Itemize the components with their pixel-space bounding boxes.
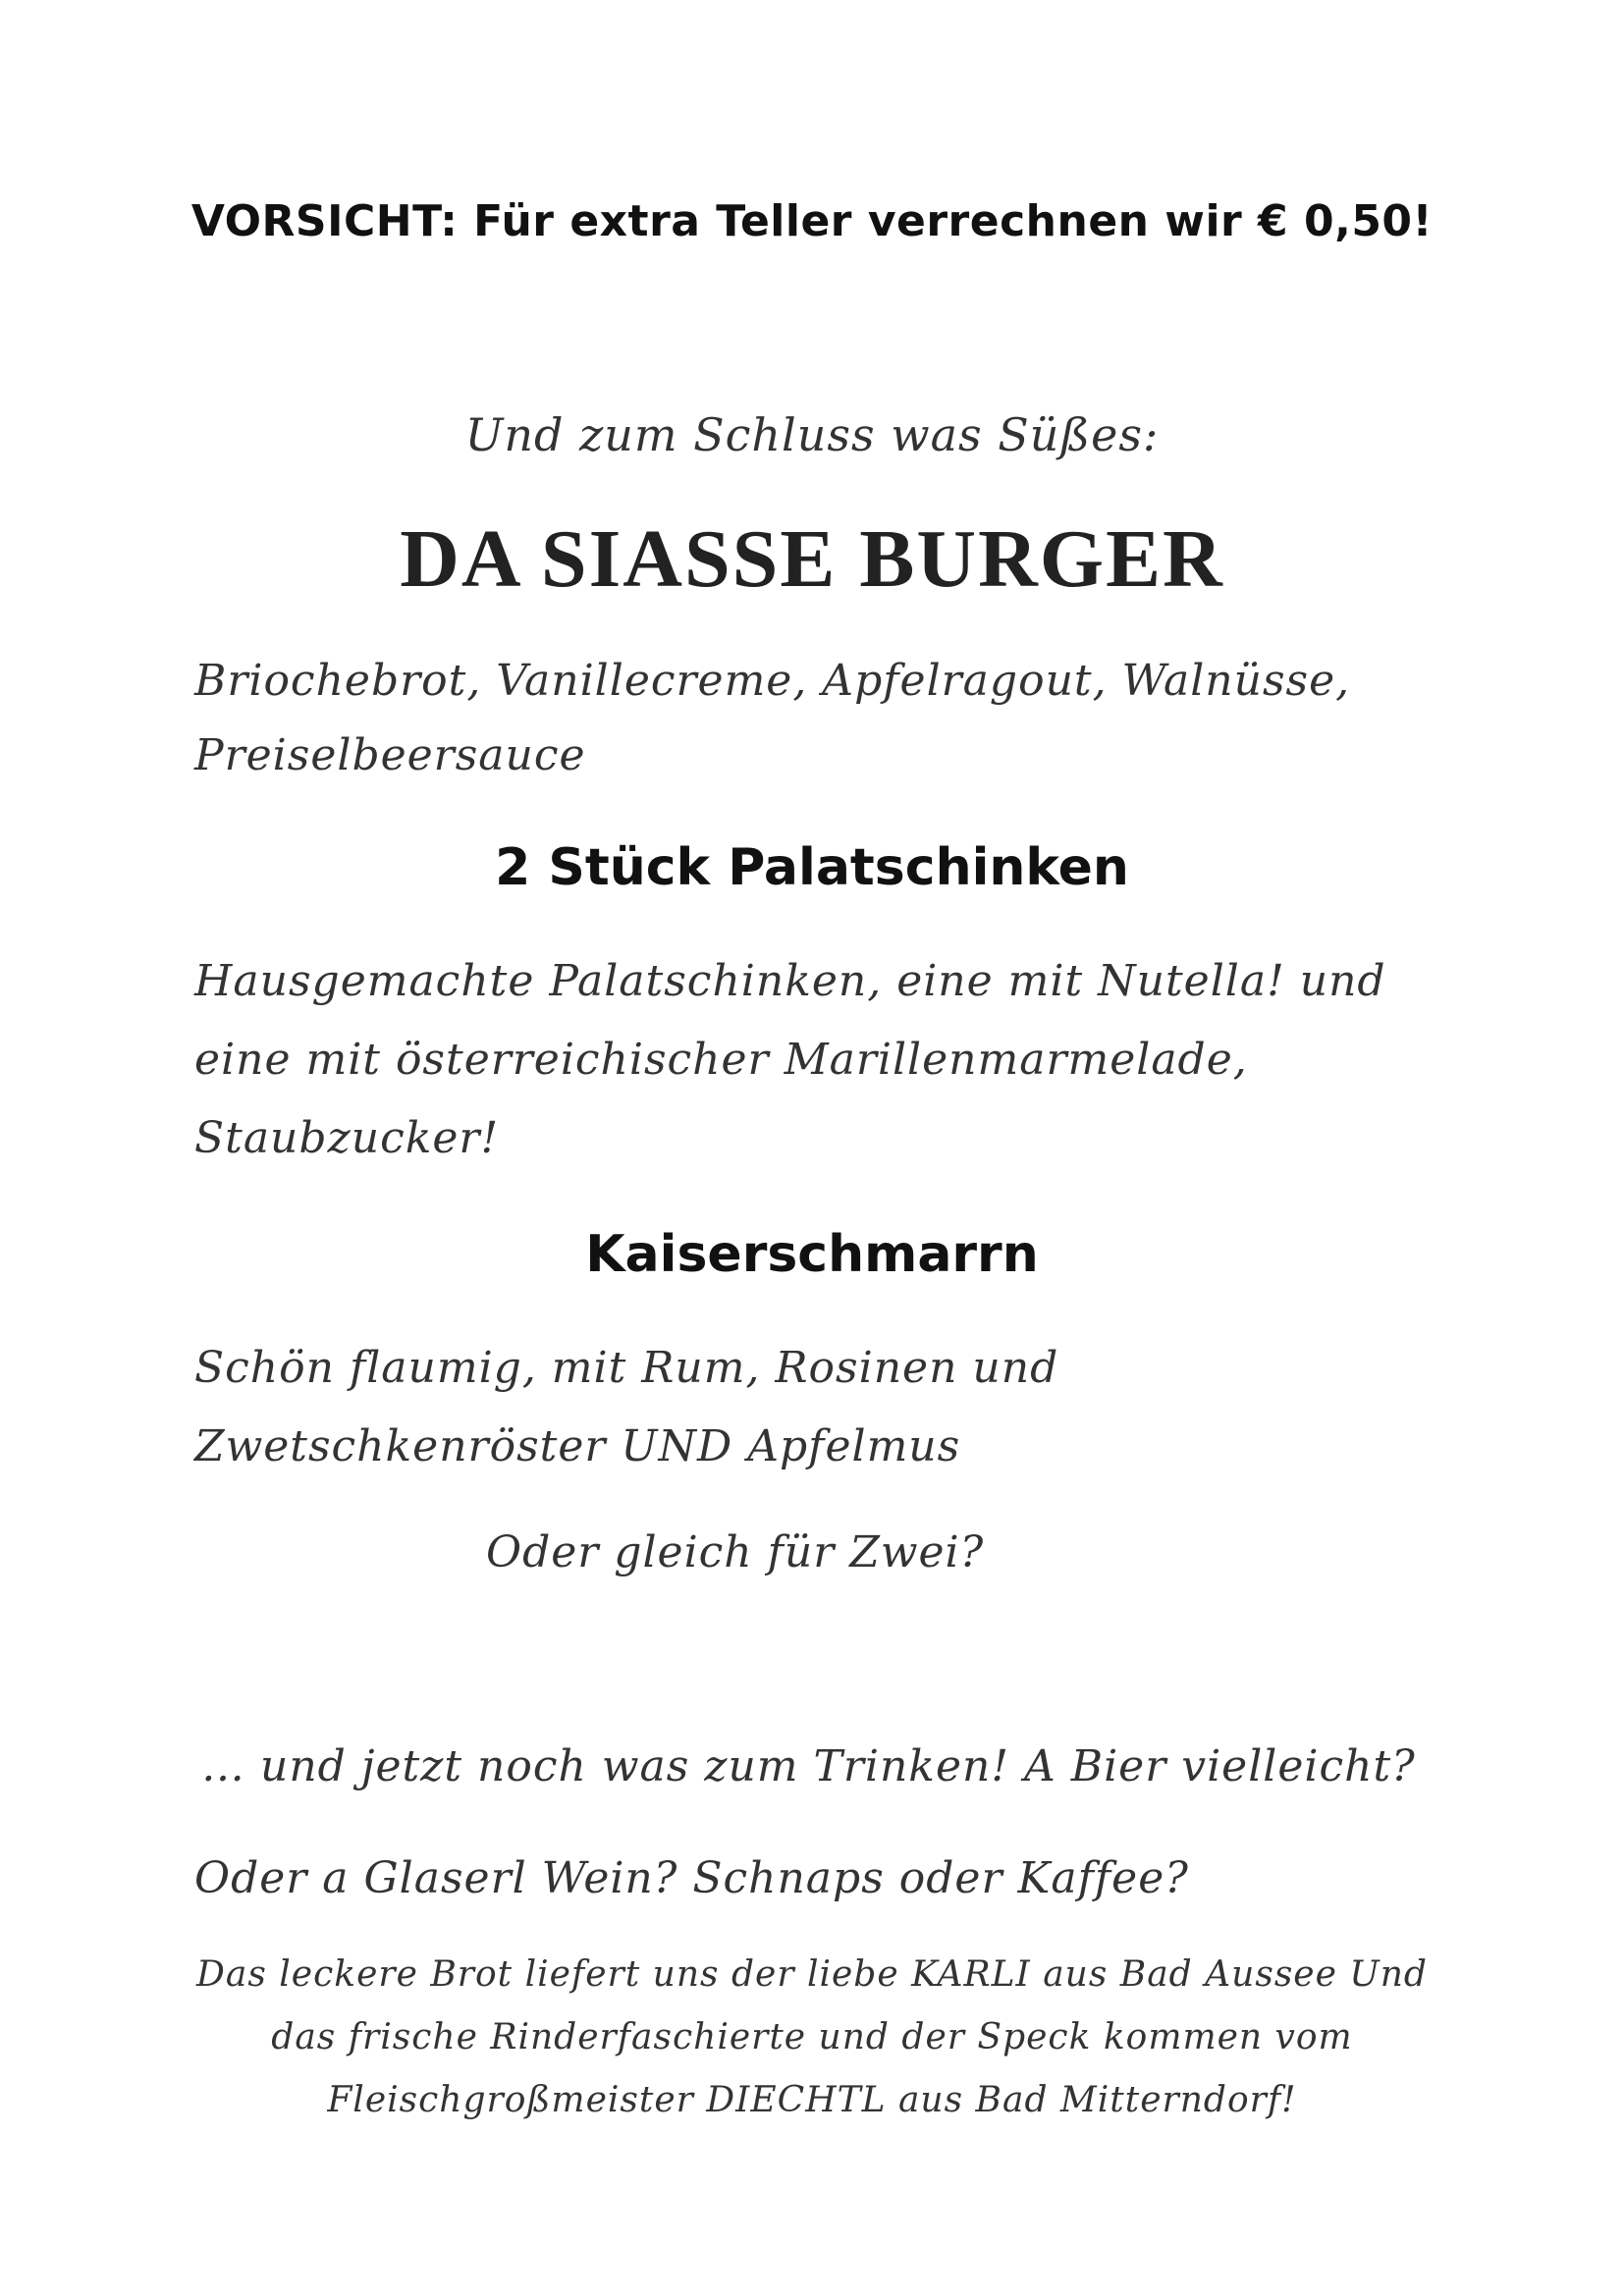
footer-credits-line-2: das frische Rinderfaschierte und der Speck kommen vom — [271, 2017, 1353, 2057]
kaiserschmarrn-for-two: Oder gleich für Zwei? — [486, 1527, 985, 1577]
siasse-burger-description-line-2: Preiselbeersauce — [194, 730, 586, 780]
notice-extra-plate: VORSICHT: Für extra Teller verrechnen wir € 0,50! — [190, 196, 1434, 246]
siasse-burger-description-line-1: Briochebrot, Vanillecreme, Apfelragout, Walnüsse, — [194, 656, 1351, 706]
dessert-intro: Und zum Schluss was Süßes: — [464, 408, 1160, 461]
palatschinken-description-line-3: Staubzucker! — [194, 1113, 500, 1163]
drinks-line-1: … und jetzt noch was zum Trinken! A Bier vielleicht? — [201, 1741, 1416, 1791]
dessert-title-kaiserschmarrn: Kaiserschmarrn — [585, 1225, 1039, 1284]
palatschinken-description-line-2: eine mit österreichischer Marillenmarmelade, — [194, 1035, 1248, 1085]
drinks-line-2: Oder a Glaserl Wein? Schnaps oder Kaffee? — [194, 1853, 1189, 1903]
dessert-title-siasse-burger: DA SIASSE BURGER — [400, 513, 1224, 605]
kaiserschmarrn-description-line-2: Zwetschkenröster UND Apfelmus — [194, 1421, 961, 1471]
palatschinken-description-line-1: Hausgemachte Palatschinken, eine mit Nutella! und — [194, 956, 1386, 1006]
footer-credits-line-3: Fleischgroßmeister DIECHTL aus Bad Mitterndorf! — [327, 2080, 1297, 2120]
kaiserschmarrn-description-line-1: Schön flaumig, mit Rum, Rosinen und — [194, 1343, 1059, 1393]
dessert-title-palatschinken: 2 Stück Palatschinken — [495, 838, 1129, 897]
footer-credits-line-1: Das leckere Brot liefert uns der liebe KARLI aus Bad Aussee Und — [196, 1954, 1428, 1995]
